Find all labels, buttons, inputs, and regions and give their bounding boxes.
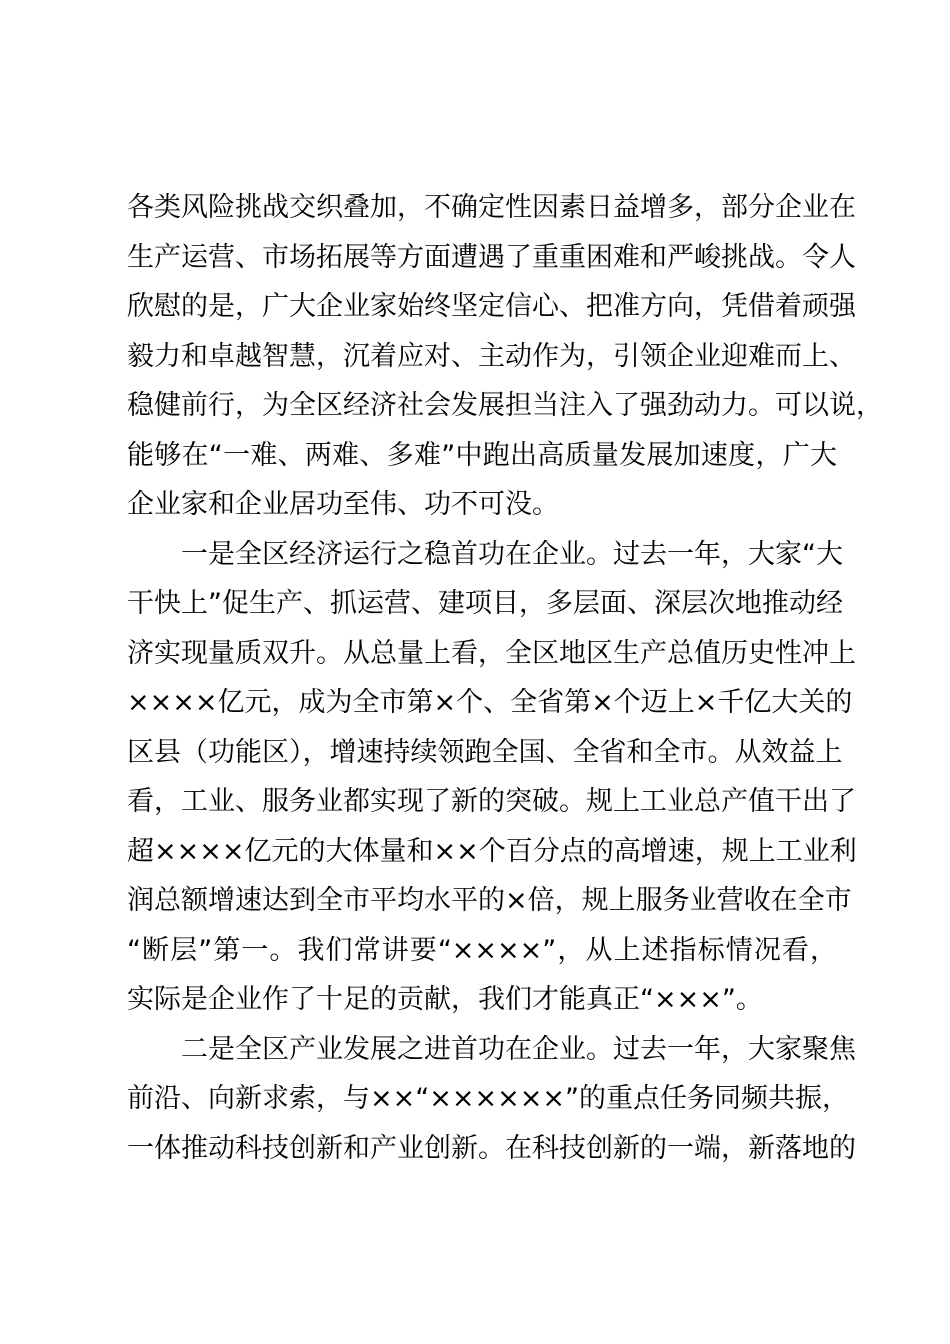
text-line: ××××亿元，成为全市第×个、全省第×个迈上×千亿大关的 [127,687,853,718]
text-line: 企业家和企业居功至伟、功不可没。 [127,489,559,520]
text-line: 一体推动科技创新和产业创新。在科技创新的一端，新落地的 [127,1132,856,1164]
text-line: 毅力和卓越智慧，沉着应对、主动作为，引领企业迎难而上、 [127,340,856,372]
text-line: 看，工业、服务业都实现了新的突破。规上工业总产值干出了 [127,786,856,817]
text-line: 济实现量质双升。从总量上看，全区地区生产总值历史性冲上 [127,637,856,669]
document-body [127,183,883,1173]
text-line: 生产运营、市场拓展等方面遭遇了重重困难和严峻挑战。令人 [127,241,856,273]
text-line: 润总额增速达到全市平均水平的×倍，规上服务业营收在全市 [127,885,852,916]
paragraph-intro [127,183,883,530]
text-line: “断层”第一。我们常讲要“××××”，从上述指标情况看， [127,934,837,966]
text-line: 超××××亿元的大体量和××个百分点的高增速，规上工业利 [127,835,857,867]
text-line: 二是全区产业发展之进首功在企业。过去一年，大家聚焦 [181,1033,856,1065]
paragraph-economy [127,530,857,1025]
text-line: 实际是企业作了十足的贡献，我们才能真正“×××”。 [127,984,763,1015]
text-line: 一是全区经济运行之稳首功在企业。过去一年，大家“大 [181,538,843,570]
paragraph-industry [127,1025,856,1174]
text-line: 区县（功能区），增速持续领跑全国、全省和全市。从效益上 [127,736,843,768]
text-line: 稳健前行，为全区经济社会发展担当注入了强劲动力。可以说， [127,390,883,421]
text-line: 能够在“一难、两难、多难”中跑出高质量发展加速度，广大 [127,439,837,471]
text-line: 欣慰的是，广大企业家始终坚定信心、把准方向，凭借着顽强 [127,291,856,322]
text-line: 各类风险挑战交织叠加，不确定性因素日益增多，部分企业在 [127,192,856,223]
text-line: 干快上”促生产、抓运营、建项目，多层面、深层次地推动经 [127,588,843,619]
text-line: 前沿、向新求索，与××“××××××”的重点任务同频共振， [127,1083,849,1114]
